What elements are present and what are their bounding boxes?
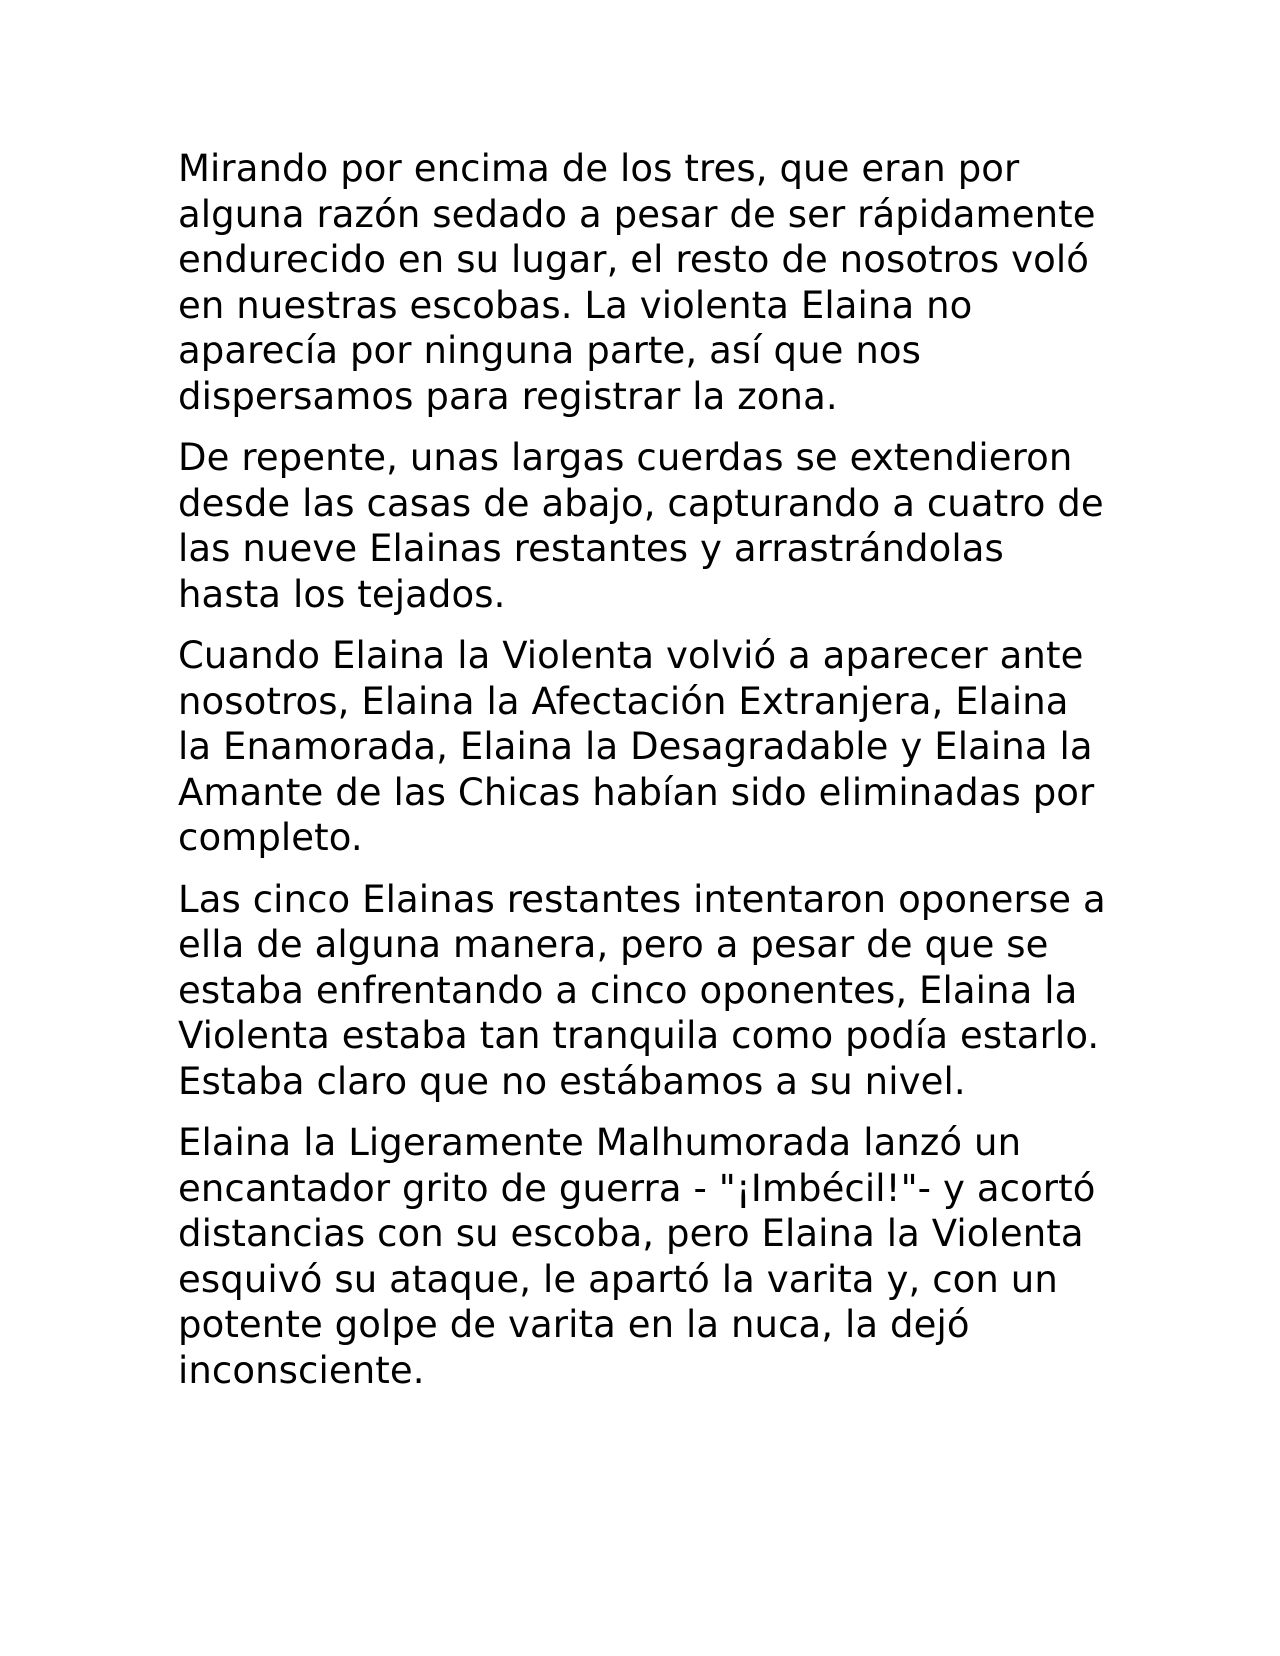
paragraph-4: Las cinco Elainas restantes intentaron oponerse a ella de alguna manera, pero a pesar de que se estaba enfrentando a cinco oponentes, Elaina la Violenta estaba tan tranquila como podía estarlo. Estaba claro que no estábamos a su nivel. bbox=[178, 877, 1106, 1103]
paragraph-1: Mirando por encima de los tres, que eran por alguna razón sedado a pesar de ser rápidamente endurecido en su lugar, el resto de nosotros voló en nuestras escobas. La violenta Elaina no aparecía por ninguna parte, así que nos dispersamos para registrar la zona. bbox=[178, 147, 1096, 418]
paragraph-5: Elaina la Ligeramente Malhumorada lanzó un encantador grito de guerra - "¡Imbécil!"- y acortó distancias con su escoba, pero Elaina la Violenta esquivó su ataque, le apartó la varita y, con un potente golpe de varita en la nuca, la dejó inconsciente. bbox=[178, 1121, 1096, 1392]
paragraph-2: De repente, unas largas cuerdas se extendieron desde las casas de abajo, capturando a cuatro de las nueve Elainas restantes y arrastrándolas hasta los tejados. bbox=[178, 436, 1104, 616]
text-body bbox=[178, 146, 1108, 1409]
paragraph-3: Cuando Elaina la Violenta volvió a aparecer ante nosotros, Elaina la Afectación Extranjera, Elaina la Enamorada, Elaina la Desagradable y Elaina la Amante de las Chicas habían sido eliminadas por completo. bbox=[178, 634, 1095, 859]
